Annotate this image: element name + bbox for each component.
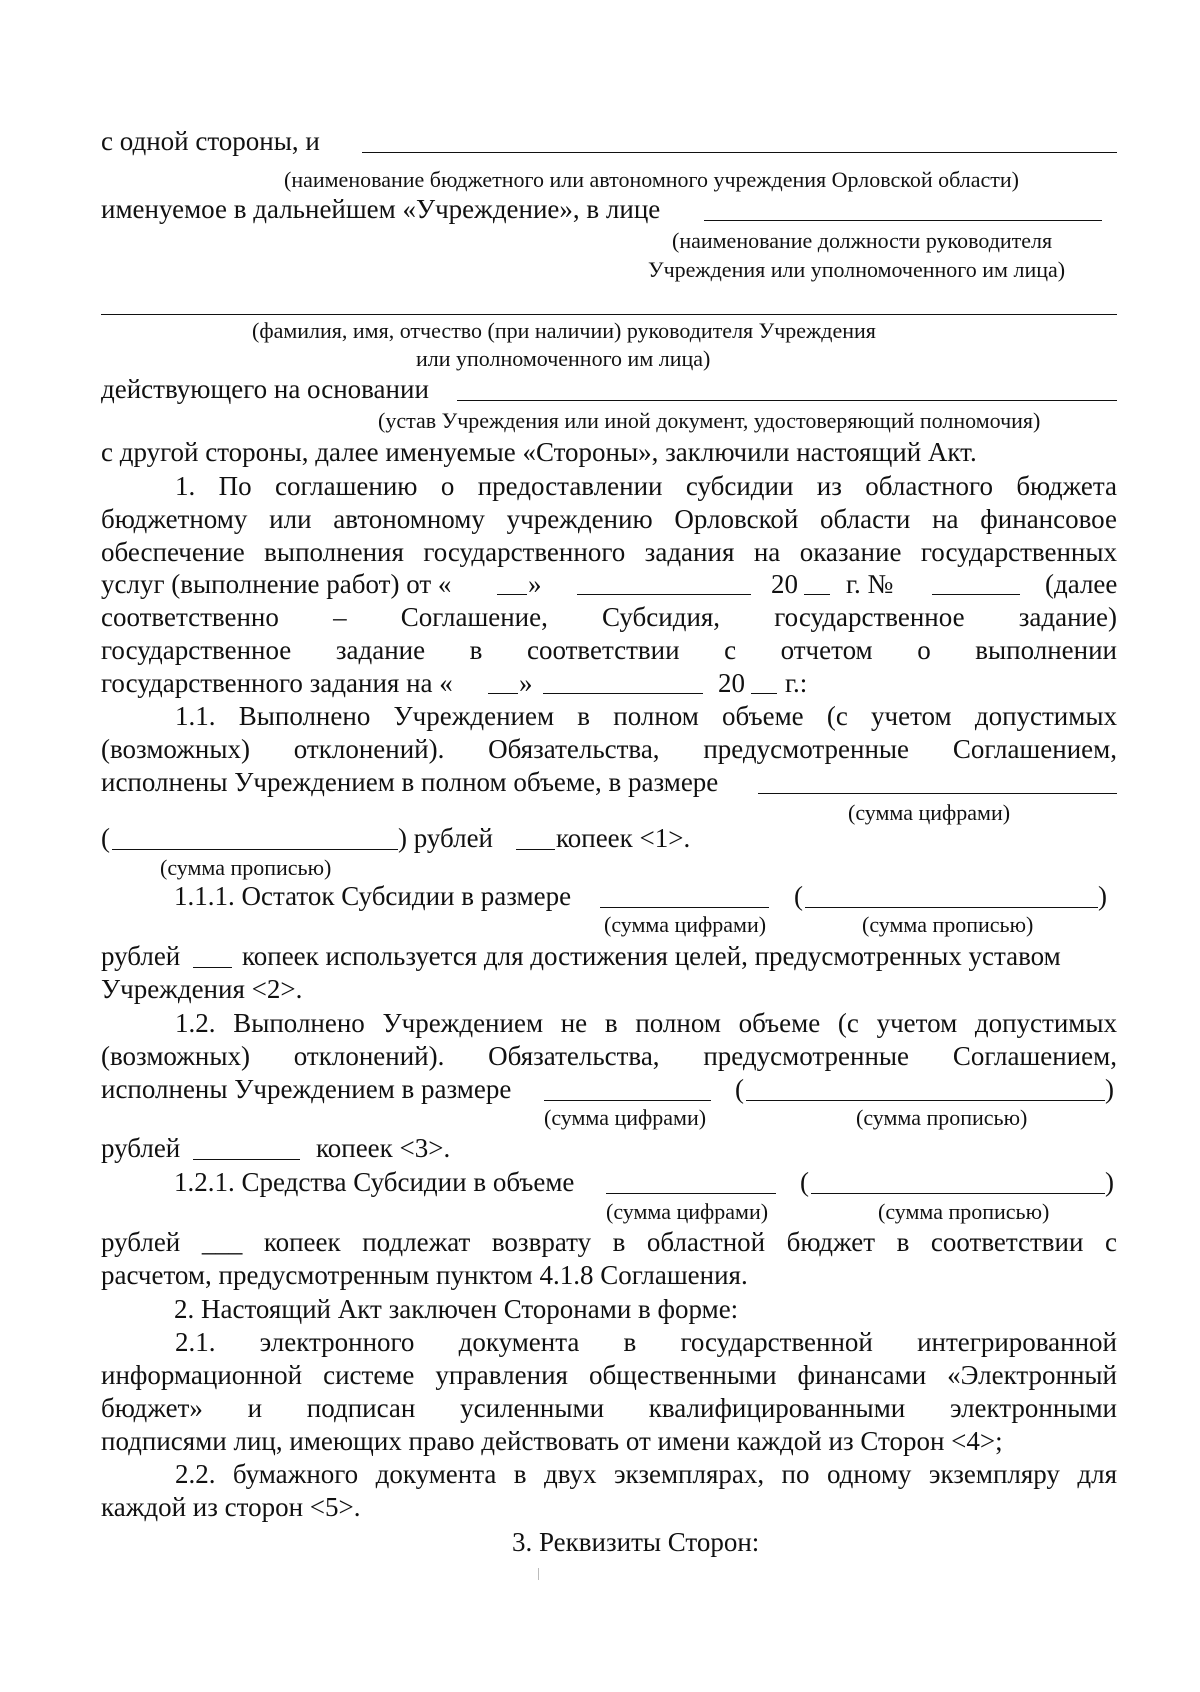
line-one-side: с одной стороны, и [101, 126, 320, 156]
p1-line-g-start: государственного задания на « [101, 668, 453, 698]
p1-line-c: обеспечение выполнения государственного задания на оказание государственных [101, 537, 1117, 567]
p1-line-e: соответственно – Соглашение, Субсидия, государственное задание) [101, 602, 1117, 632]
scan-mark [538, 1568, 539, 1580]
p11-line-b: (возможных) отклонений). Обязательства, предусмотренные Соглашением, [101, 734, 1117, 764]
p11-line-d-kopecks: копеек <1>. [556, 823, 691, 853]
blank-return-words [811, 1193, 1105, 1194]
p111-close-paren: ) [1098, 881, 1107, 911]
p11-line-d-rubles: ) рублей [398, 823, 494, 853]
caption-return-words: (сумма прописью) [878, 1199, 1050, 1224]
p1-line-b: бюджетному или автономному учреждению Орловской области на финансовое [101, 504, 1117, 534]
p12-open-paren: ( [735, 1074, 744, 1104]
p121-close-paren: ) [1105, 1167, 1114, 1197]
blank-partial-words [746, 1100, 1105, 1101]
p2-line-f: 2.2. бумажного документа в двух экземплярах, по одному экземпляру для [175, 1459, 1117, 1489]
p121-open-paren: ( [800, 1167, 809, 1197]
caption-basis-document: (устав Учреждения или иной документ, удостоверяющий полномочия) [378, 408, 1041, 433]
p12-line-c: исполнены Учреждением в размере [101, 1074, 512, 1104]
p11-line-a: 1.1. Выполнено Учреждением в полном объеме (с учетом допустимых [175, 701, 1117, 731]
caption-institution-name: (наименование бюджетного или автономного учреждения Орловской области) [284, 167, 1019, 192]
blank-month-1 [577, 594, 751, 595]
caption-sum-words-1: (сумма прописью) [160, 855, 332, 880]
blank-year-1 [804, 594, 830, 595]
blank-sum-digits-1 [758, 793, 1117, 794]
p111-line-c: Учреждения <2>. [101, 974, 303, 1004]
p1-line-g-year: 20 [718, 668, 745, 698]
blank-kopecks-2 [193, 967, 232, 968]
blank-sum-words-1 [112, 849, 398, 850]
caption-remainder-words: (сумма прописью) [862, 912, 1034, 937]
p111-line-b-rest: копеек используется для достижения целей, предусмотренных уставом [242, 941, 1061, 971]
blank-full-name [101, 314, 1117, 315]
blank-kopecks-3 [193, 1159, 300, 1160]
p121-line-a: 1.2.1. Средства Субсидии в объеме [174, 1167, 575, 1197]
p1-line-f: государственное задание в соответствии с отчетом о выполнении [101, 635, 1117, 665]
blank-year-2 [751, 693, 777, 694]
section-requisites-title: 3. Реквизиты Сторон: [512, 1527, 760, 1557]
caption-full-name-a: (фамилия, имя, отчество (при наличии) руководителя Учреждения [252, 318, 876, 343]
p2-line-a: 2. Настоящий Акт заключен Сторонами в форме: [174, 1294, 739, 1324]
blank-position [704, 220, 1102, 221]
p12-line-d-rubles: рублей [101, 1133, 181, 1163]
p11-line-d-open: ( [101, 823, 110, 853]
p12-close-paren: ) [1105, 1074, 1114, 1104]
p1-line-g-end: г.: [785, 668, 808, 698]
caption-position-b: Учреждения или уполномоченного им лица) [648, 257, 1066, 282]
line-other-side: с другой стороны, далее именуемые «Стороны», заключили настоящий Акт. [101, 437, 977, 467]
p2-line-g: каждой из сторон <5>. [101, 1492, 361, 1522]
blank-institution-name [362, 152, 1117, 153]
blank-day-2 [488, 693, 518, 694]
caption-sum-digits-1: (сумма цифрами) [848, 800, 1011, 825]
p121-line-b: рублей ___ копеек подлежат возврату в областной бюджет в соответствии с [101, 1227, 1117, 1257]
p111-line-a: 1.1.1. Остаток Субсидии в размере [174, 881, 572, 911]
blank-day-1 [497, 594, 527, 595]
p1-line-d-number: г. № [846, 569, 894, 599]
p2-line-b: 2.1. электронного документа в государственной интегрированной [175, 1327, 1117, 1357]
p1-line-d-quote: » [528, 569, 542, 599]
p1-line-d-further: (далее [1045, 569, 1118, 599]
blank-basis-document [457, 400, 1117, 401]
caption-partial-words: (сумма прописью) [856, 1105, 1028, 1130]
caption-remainder-digits: (сумма цифрами) [604, 912, 767, 937]
caption-return-digits: (сумма цифрами) [606, 1199, 769, 1224]
p12-line-b: (возможных) отклонений). Обязательства, предусмотренные Соглашением, [101, 1041, 1117, 1071]
p1-line-d-start: услуг (выполнение работ) от « [101, 569, 452, 599]
blank-remainder-words [805, 907, 1098, 908]
blank-month-2 [543, 693, 703, 694]
blank-kopecks-1 [516, 849, 555, 850]
blank-partial-digits [544, 1100, 711, 1101]
line-acting-basis: действующего на основании [101, 374, 429, 404]
p12-line-d-kopecks: копеек <3>. [316, 1133, 451, 1163]
p11-line-c: исполнены Учреждением в полном объеме, в размере [101, 767, 719, 797]
p1-line-g-quote: » [519, 668, 533, 698]
p121-line-c: расчетом, предусмотренным пунктом 4.1.8 Соглашения. [101, 1260, 748, 1290]
caption-position-a: (наименование должности руководителя [672, 228, 1053, 253]
p2-line-e: подписями лиц, имеющих право действовать от имени каждой из Сторон <4>; [101, 1426, 1003, 1456]
blank-number [932, 594, 1020, 595]
line-hereinafter: именуемое в дальнейшем «Учреждение», в лице [101, 194, 661, 224]
p111-open-paren: ( [794, 881, 803, 911]
p1-line-a: 1. По соглашению о предоставлении субсидии из областного бюджета [175, 471, 1117, 501]
p1-line-d-year: 20 [771, 569, 798, 599]
caption-full-name-b: или уполномоченного им лица) [416, 346, 711, 371]
p12-line-a: 1.2. Выполнено Учреждением не в полном объеме (с учетом допустимых [175, 1008, 1117, 1038]
blank-return-digits [606, 1193, 776, 1194]
p2-line-d: бюджет» и подписан усиленными квалифицированными электронными [101, 1393, 1117, 1423]
caption-partial-digits: (сумма цифрами) [544, 1105, 707, 1130]
blank-remainder-digits [600, 907, 769, 908]
p2-line-c: информационной системе управления общественными финансами «Электронный [101, 1360, 1117, 1390]
p111-line-b-rubles: рублей [101, 941, 181, 971]
